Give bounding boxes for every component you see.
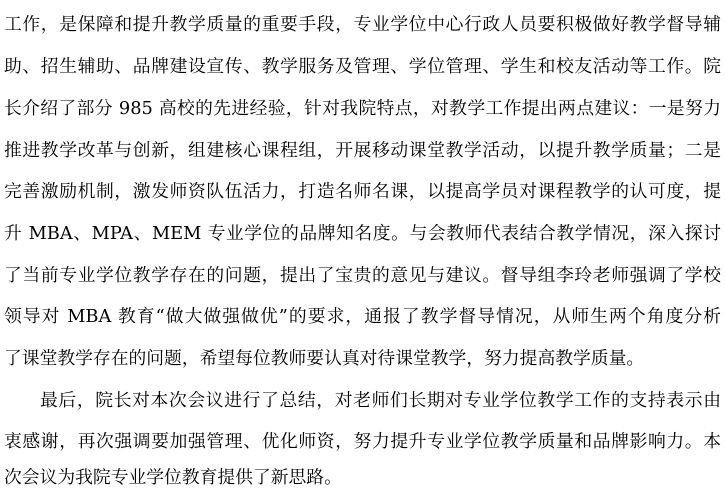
text-line: 推进教学改革与创新，组建核心课程组，开展移动课堂教学活动，以提升教学质量；二是 [4,140,721,161]
text-line: 衷感谢，再次强调要加强管理、优化师资，努力提升专业学位教学质量和品牌影响力。本 [4,431,721,452]
text-line: 最后，院长对本次会议进行了总结，对老师们长期对专业学位教学工作的支持表示由 [40,390,721,411]
text-line: 长介绍了部分 985 高校的先进经验，针对我院特点，对教学工作提出两点建议：一是努力 [4,98,721,119]
text-line: 次会议为我院专业学位教育提供了新思路。 [4,467,342,488]
text-line: 了课堂教学存在的问题，希望每位教师要认真对待课堂教学，努力提高教学质量。 [4,348,645,369]
text-line: 工作，是保障和提升教学质量的重要手段，专业学位中心行政人员要积极做好教学督导辅 [4,14,721,35]
text-line: 升 MBA、MPA、MEM 专业学位的品牌知名度。与会教师代表结合教学情况，深入探讨 [4,223,721,244]
text-line: 助、招生辅助、品牌建设宣传、教学服务及管理、学位管理、学生和校友活动等工作。院 [4,56,721,77]
text-line: 了当前专业学位教学存在的问题，提出了宝贵的意见与建议。督导组李玲老师强调了学校 [4,265,721,286]
text-line: 领导对 MBA 教育“做大做强做优”的要求，通报了教学督导情况，从师生两个角度分析 [4,306,721,327]
text-line: 完善激励机制，激发师资队伍活力，打造名师名课，以提高学员对课程教学的认可度，提 [4,181,721,202]
